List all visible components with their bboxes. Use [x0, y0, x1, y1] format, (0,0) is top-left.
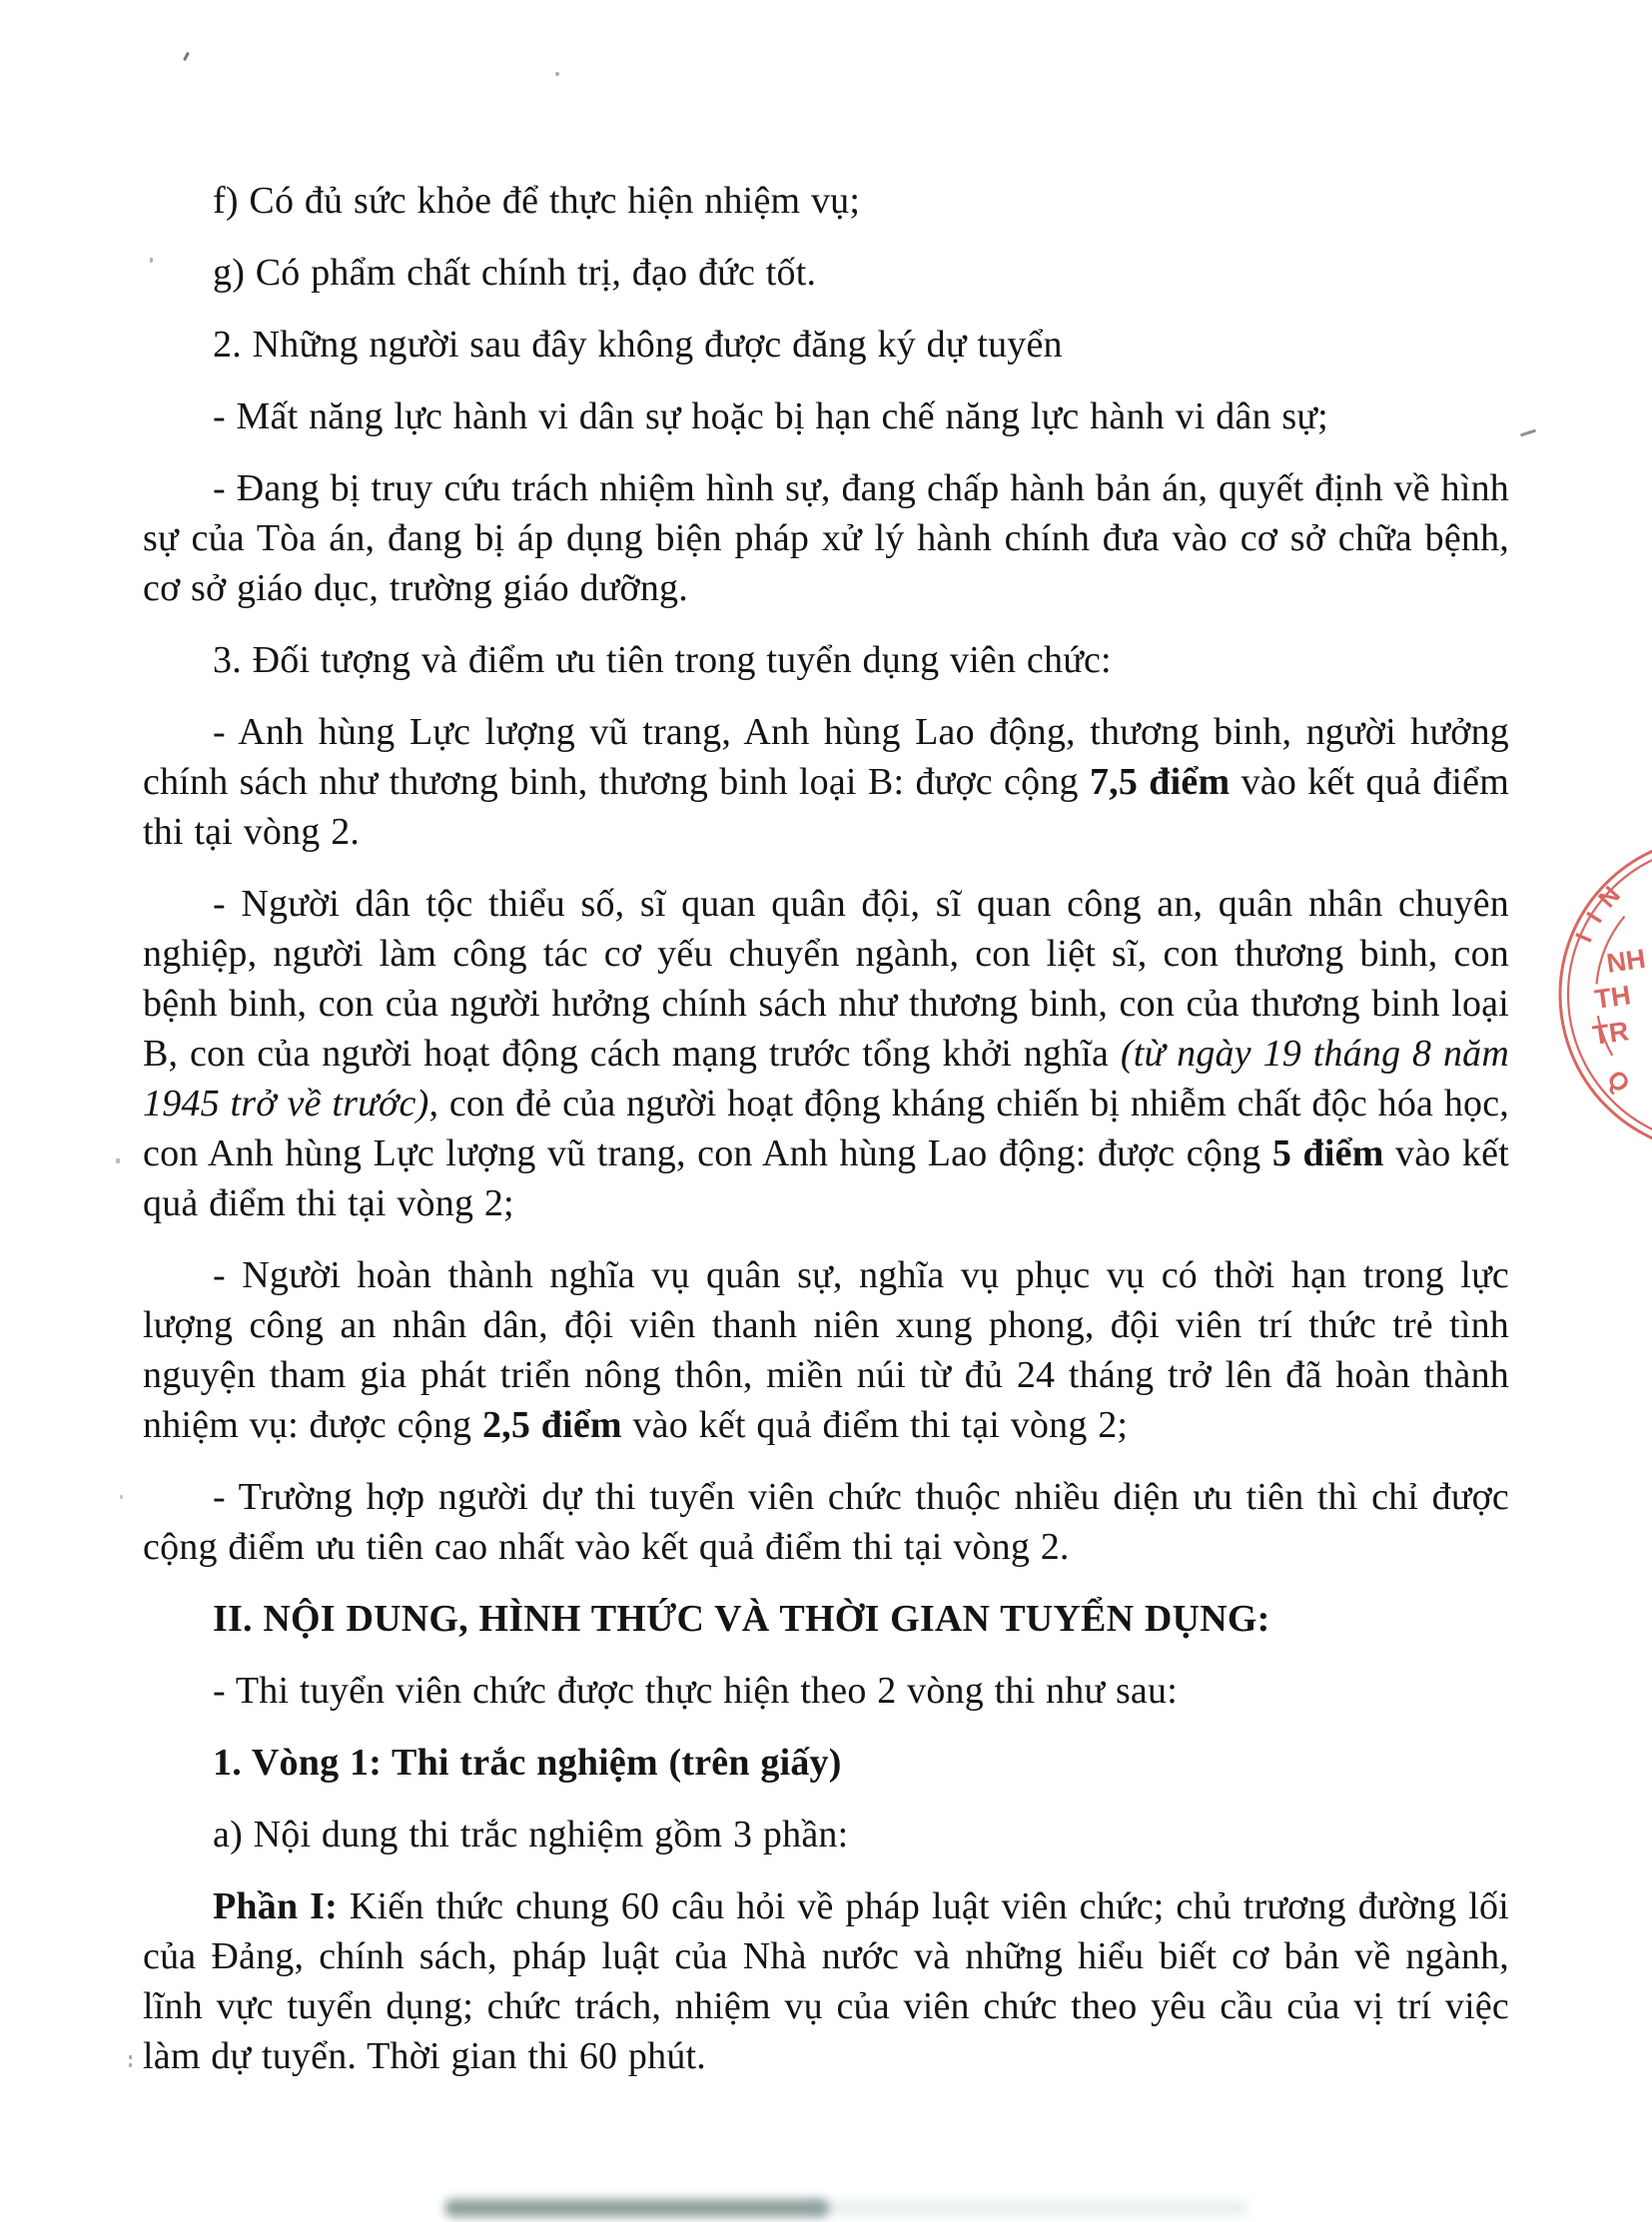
text-run: vào kết quả điểm thi tại vòng 2; [143, 1132, 1509, 1224]
document-content [143, 176, 1509, 2103]
bullet-nguoi-dan-toc [143, 879, 1509, 1228]
text-run: 1. Vòng 1: Thi trắc nghiệm (trên giấy) [213, 1742, 842, 1784]
stamp-text-line: TH [1592, 980, 1633, 1015]
text-run: 5 điểm [1271, 1132, 1384, 1174]
stamp-arc-letters [1570, 881, 1626, 946]
text-run: - Người hoàn thành nghĩa vụ quân sự, nghĩa vụ phục vụ có thời hạn trong lực lượng công an nhân dân, đội viên thanh niên xung phong, đội viên trí thức trẻ tình nguyện tham gia phát triển nông thôn, miền núi từ đủ 24 tháng trở lên đã hoàn thành nhiệm vụ: được cộng [143, 1254, 1509, 1446]
text-run: II. NỘI DUNG, HÌNH THỨC VÀ THỜI GIAN TUYỂN DỤNG: [213, 1598, 1270, 1640]
scan-speck [150, 258, 153, 263]
text-run: 2. Những người sau đây không được đăng ký dự tuyển [213, 324, 1063, 366]
heading-vong-1 [143, 1738, 1509, 1788]
text-run: a) Nội dung thi trắc nghiệm gồm 3 phần: [213, 1814, 849, 1855]
text-run: - Người dân tộc thiểu số, sĩ quan quân đội, sĩ quan công an, quân nhân chuyên nghiệp, người làm công tác cơ yếu chuyển ngành, con liệt sĩ, con thương binh, con bệnh binh, con của người hưởng chính sách như thương binh, con của thương binh loại B, con của người hoạt động cách mạng trước tổng khởi nghĩa [143, 883, 1509, 1075]
scan-speck [116, 1158, 120, 1163]
text-run: - Đang bị truy cứu trách nhiệm hình sự, đang chấp hành bản án, quyết định về hình sự của Tòa án, đang bị áp dụng biện pháp xử lý hành chính đưa vào cơ sở chữa bệnh, cơ sở giáo dục, trường giáo dưỡng. [143, 467, 1509, 609]
scan-artifact-band [444, 2199, 829, 2217]
para-phan-i [143, 1881, 1509, 2081]
bullet-truong-hop [143, 1472, 1509, 1572]
bullet-dang-bi-truy-cuu [143, 463, 1509, 613]
section-2-heading [143, 320, 1509, 370]
bullet-nguoi-hoan-thanh [143, 1250, 1509, 1450]
text-run: f) Có đủ sức khỏe để thực hiện nhiệm vụ; [213, 180, 861, 222]
stamp-arc-letter: N [1593, 881, 1626, 914]
section-3-heading [143, 635, 1509, 685]
bullet-anh-hung [143, 707, 1509, 857]
text-run: , con đẻ của người hoạt động kháng chiến bị nhiễm chất độc hóa học, con Anh hùng Lực lượng vũ trang, con Anh hùng Lao động: được cộng [143, 1083, 1509, 1174]
item-g [143, 248, 1509, 298]
text-run: Phần I: [213, 1885, 338, 1927]
text-run: - Anh hùng Lực lượng vũ trang, Anh hùng Lao động, thương binh, người hưởng chính sách như thương binh, thương binh loại B: được cộng [143, 711, 1509, 803]
text-run: 2,5 điểm [481, 1404, 622, 1446]
item-f [143, 176, 1509, 226]
bullet-mat-nang-luc [143, 391, 1509, 441]
text-run: vào kết quả điểm thi tại vòng 2; [621, 1404, 1129, 1446]
scan-speck [555, 72, 559, 76]
bullet-thi-tuyen [143, 1666, 1509, 1716]
text-run: - Mất năng lực hành vi dân sự hoặc bị hạn chế năng lực hành vi dân sự; [213, 395, 1328, 437]
text-run: g) Có phẩm chất chính trị, đạo đức tốt. [213, 252, 817, 294]
item-a-noi-dung [143, 1810, 1509, 1859]
stamp-text-line: TR [1590, 1016, 1631, 1051]
text-run: - Thi tuyển viên chức được thực hiện theo 2 vòng thi như sau: [213, 1670, 1178, 1712]
text-run: (từ ngày 19 tháng 8 năm 1945 trở về trước) [143, 1033, 1509, 1124]
text-run: 3. Đối tượng và điểm ưu tiên trong tuyển dụng viên chức: [213, 639, 1112, 681]
official-stamp-partial [1550, 847, 1652, 1146]
scan-speck [1520, 429, 1536, 437]
stamp-arc-letter: I [1581, 907, 1608, 928]
scan-speck [120, 1495, 123, 1499]
stamp-text-line: NH [1604, 943, 1648, 979]
scan-speck [129, 2055, 132, 2059]
scan-artifact-band-faint [809, 2202, 1248, 2214]
text-run: vào kết quả điểm thi tại vòng 2. [143, 761, 1510, 853]
text-run: - Trường hợp người dự thi tuyển viên chức thuộc nhiều diện ưu tiên thì chỉ được cộng điểm ưu tiên cao nhất vào kết quả điểm thi tại vòng 2. [143, 1476, 1509, 1568]
stamp-arc-letter: I [1570, 929, 1598, 947]
heading-section-ii [143, 1594, 1509, 1644]
stamp-bottom-letter: Q [1601, 1065, 1636, 1099]
scan-speck [183, 52, 190, 61]
text-run: 7,5 điểm [1089, 761, 1231, 803]
stamp-text-lines [1591, 944, 1648, 1051]
text-run: Kiến thức chung 60 câu hỏi về pháp luật viên chức; chủ trương đường lối của Đảng, chính sách, pháp luật của Nhà nước và những hiểu biết cơ bản về ngành, lĩnh vực tuyển dụng; chức trách, nhiệm vụ của viên chức theo yêu cầu của vị trí việc làm dự tuyển. Thời gian thi 60 phút. [143, 1885, 1510, 2077]
